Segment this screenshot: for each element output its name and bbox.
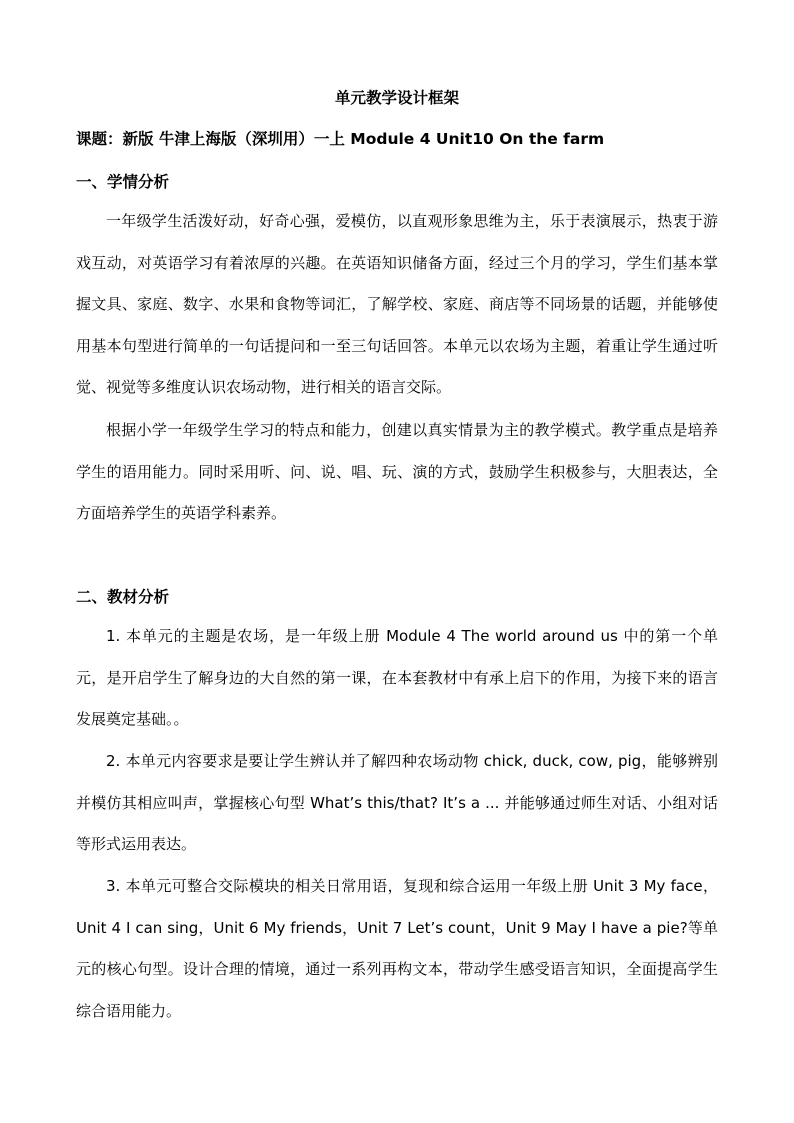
learner-analysis-paragraph-2: 根据小学一年级学生学习的特点和能力，创建以真实情景为主的教学模式。教学重点是培养学生的语用能力。同时采用听、问、说、唱、玩、演的方式，鼓励学生积极参与，大胆表达，全方面培养学生的英语学科素养。	[76, 421, 718, 522]
section-heading-textbook-analysis: 二、教材分析	[76, 588, 170, 606]
learner-analysis-paragraph-1: 一年级学生活泼好动，好奇心强，爱模仿，以直观形象思维为主，乐于表演展示，热衷于游戏互动，对英语学习有着浓厚的兴趣。在英语知识储备方面，经过三个月的学习，学生们基本掌握文具、家庭、数字、水果和食物等词汇，了解学校、家庭、商店等不同场景的话题，并能够使用基本句型进行简单的一句话提问和一至三句话回答。本单元以农场为主题，着重让学生通过听觉、视觉等多维度认识农场动物，进行相关的语言交际。	[76, 212, 718, 396]
textbook-analysis-item-3: 3. 本单元可整合交际模块的相关日常用语，复现和综合运用一年级上册 Unit 3 My face，Unit 4 I can sing，Unit 6 My friends，Unit 7 Let’s count，Unit 9 May I have a pie?等单元的核心句型。设计合理的情境，通过一系列再构文本，带动学生感受语言知识，全面提高学生综合语用能力。	[76, 877, 718, 1020]
textbook-analysis-item-2: 2. 本单元内容要求是要让学生辨认并了解四种农场动物 chick, duck, cow, pig，能够辨别并模仿其相应叫声，掌握核心句型 What’s this/that? It’s a ... 并能够通过师生对话、小组对话等形式运用表达。	[76, 752, 718, 853]
document-title: 单元教学设计框架	[334, 89, 459, 107]
section-heading-learner-analysis: 一、学情分析	[76, 173, 170, 191]
textbook-analysis-item-1: 1. 本单元的主题是农场，是一年级上册 Module 4 The world around us 中的第一个单元，是开启学生了解身边的大自然的第一课，在本套教材中有承上启下的作用，为接下来的语言发展奠定基础。。	[76, 627, 718, 728]
lesson-subject: 课题：新版 牛津上海版（深圳用）一上 Module 4 Unit10 On the farm	[76, 130, 605, 148]
